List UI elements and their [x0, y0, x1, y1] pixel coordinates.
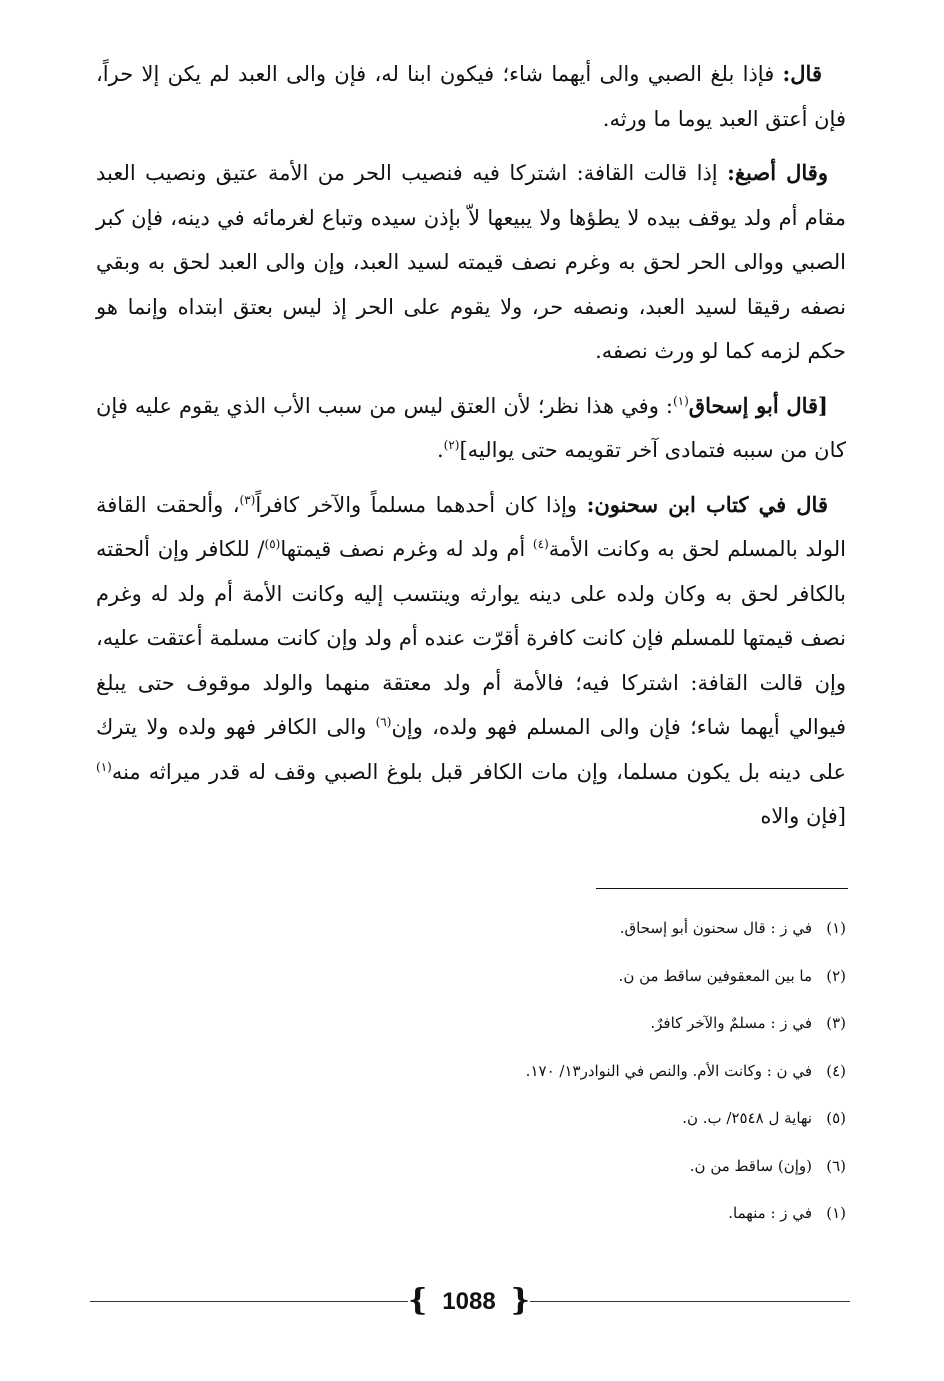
- paragraph-text: إذا قالت القافة: اشتركا فيه فنصيب الحر من الأمة عتيق ونصيب العبد مقام أم ولد يوقف بيده لا يطؤها ولا يبيعها لاّ بإذن سيده وتباع لغرمائه في دينه، فإن كبر الصبي ووالى الحر لحق به وغرم نصف قيمته لسيد العبد، وإن والى العبد لحق به وبقي نصفه رقيقا لسيد العبد، ونصفه حر، ولا يقوم على الحر إذ ليس بعتق ابتداه وإنما هو حكم لزمه كما لو ورث نصفه.: [96, 161, 846, 363]
- paragraph-2: [96, 151, 846, 374]
- paragraph-text: والى الكافر فهو ولده ولا يترك على دينه بل يكون مسلما، وإن مات الكافر قبل بلوغ الصبي وقف له قدر ميراثه منه: [96, 715, 846, 784]
- paragraph-3: [96, 384, 846, 473]
- footnote-item: [300, 1152, 846, 1200]
- paragraph-lead: [قال أبو إسحاق: [688, 392, 828, 418]
- footnote-number: (١): [826, 1204, 846, 1222]
- footnotes-list: [300, 914, 846, 1247]
- footnote-reference[interactable]: (١): [96, 759, 112, 774]
- bracket-close-icon: }: [510, 1283, 530, 1318]
- footnote-item: [300, 1104, 846, 1152]
- footnote-reference[interactable]: (٤): [532, 537, 549, 551]
- bracket-open-icon: {: [408, 1283, 428, 1318]
- paragraph-text: وإذا كان أحدهما مسلماً والآخر كافراً: [255, 492, 587, 517]
- footnote-number: (٣): [826, 1014, 846, 1032]
- footnote-text: ما بين المعقوفين ساقط من ن.: [618, 966, 812, 985]
- footnote-reference[interactable]: (٦): [375, 715, 392, 729]
- footnote-number: (١): [826, 919, 846, 937]
- paragraph-1: [96, 52, 846, 141]
- paragraph-text: أم ولد له وغرم نصف قيمتها: [280, 537, 533, 561]
- footnote-text: (وإن) ساقط من ن.: [689, 1156, 812, 1175]
- footnote-text: في ن : وكانت الأم. والنص في النوادر١٣/ ١٧٠.: [525, 1061, 812, 1080]
- paragraph-lead: وقال أصبغ:: [727, 160, 828, 185]
- footnote-number: (٦): [826, 1156, 846, 1175]
- footer-rule-right: [530, 1301, 850, 1302]
- paragraph-4: [96, 483, 846, 839]
- footnote-number: (٤): [826, 1061, 846, 1080]
- footnote-text: في ز : مسلمٌ والآخر كافرٌ.: [650, 1014, 812, 1032]
- footnote-item: [300, 1199, 846, 1247]
- footnote-number: (٥): [826, 1109, 846, 1127]
- main-text: [96, 52, 846, 849]
- paragraph-text: ، وألحقت القافة الولد بالمسلم لحق به وكانت الأمة: [96, 492, 846, 561]
- footnote-text: نهاية ل ٢٥٤٨/ ب. ن.: [682, 1109, 812, 1127]
- paragraph-tail: .: [436, 438, 444, 462]
- paragraph-lead: قال في كتاب ابن سحنون:: [586, 491, 828, 517]
- paragraph-text: / للكافر وإن ألحقته بالكافر لحق به وكان ولده على دينه يوارثه وينتسب إليه وكانت الأمة أم ولد له وغرم نصف قيمتها للمسلم فإن كانت كافرة أقرّت عنده أم ولد وإن كانت مسلمة أعتقت عليه، وإن قالت القافة: اشتركا فيه؛ فالأمة أم ولد معتقة منهما والولد موقوف حتى يبلغ فيوالي أيهما شاء؛ فإن والى المسلم فهو ولده، وإن: [96, 537, 846, 739]
- footnote-reference[interactable]: (١): [672, 393, 689, 408]
- paragraph-text: فإذا بلغ الصبي والى أيهما شاء؛ فيكون ابنا له، فإن والى العبد لم يكن إلا حراً، فإن أعتق العبد يوما ما ورثه.: [96, 62, 846, 131]
- footnote-item: [300, 1057, 846, 1105]
- footnote-divider: [596, 888, 848, 889]
- footnote-number: (٢): [826, 966, 846, 985]
- footnote-reference[interactable]: (٢): [443, 438, 460, 452]
- footnote-item: [300, 914, 846, 962]
- page-number: 1088: [442, 1288, 496, 1315]
- paragraph-text: [فإن والاه: [760, 804, 846, 828]
- paragraph-text: : وفي هذا نظر؛ لأن العتق ليس من سبب الأب الذي يقوم عليه فإن كان من سببه فتمادى آخر تقويمه حتى يواليه]: [96, 393, 846, 462]
- footnote-reference[interactable]: (٣): [239, 492, 256, 507]
- page-number-box: [408, 1282, 530, 1322]
- footnote-text: في ز : منهما.: [728, 1204, 812, 1222]
- page-footer: [90, 1282, 850, 1322]
- footnote-reference[interactable]: (٥): [264, 537, 281, 551]
- footnote-item: [300, 1009, 846, 1057]
- footer-rule-left: [90, 1301, 408, 1302]
- footnote-text: في ز : قال سحنون أبو إسحاق.: [619, 919, 812, 937]
- footnote-item: [300, 962, 846, 1010]
- paragraph-lead: قال:: [782, 61, 822, 86]
